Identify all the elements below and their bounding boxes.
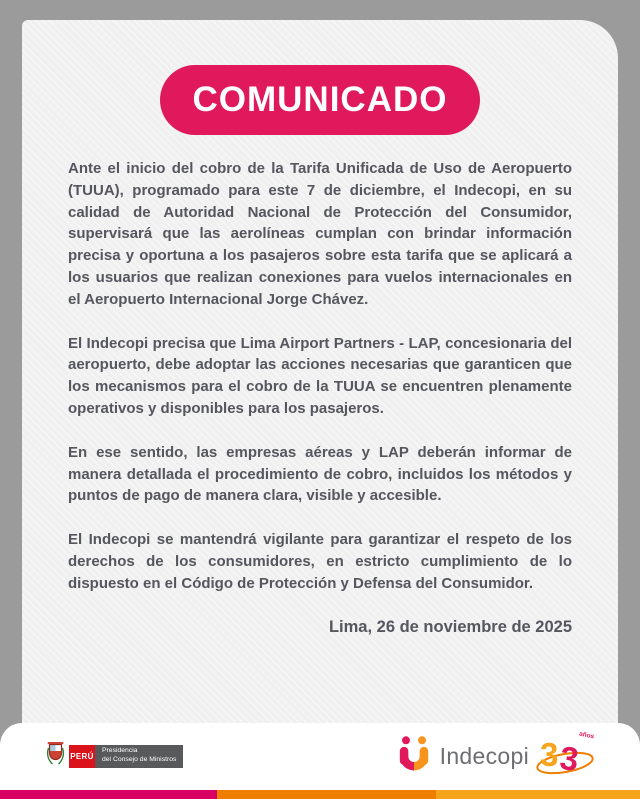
footer-bar	[0, 723, 640, 799]
pcm-label-line2: del Consejo de Ministros	[102, 756, 177, 763]
peru-government-logo	[46, 741, 183, 771]
gov-text-boxes	[69, 745, 183, 768]
comunicado-card	[22, 20, 618, 736]
stripe-magenta-segment	[0, 790, 217, 799]
body-paragraph: El Indecopi se mantendrá vigilante para garantizar el respeto de los derechos de los consumidores, en estricto cumplimiento de lo dispuesto en el Código de Protección y Defensa del Consumidor.	[68, 531, 572, 592]
pcm-label-line1: Presidencia	[102, 747, 138, 755]
comunicado-body	[68, 158, 572, 638]
anniversary-word: años	[578, 730, 595, 741]
banner-title: COMUNICADO	[192, 80, 448, 119]
indecopi-wordmark: Indecopi	[439, 742, 529, 769]
stripe-amber-segment	[436, 790, 640, 799]
peru-coat-of-arms-icon	[46, 741, 65, 771]
brand-tricolor-stripe	[0, 790, 640, 799]
pcm-label	[95, 745, 183, 768]
comunicado-banner	[160, 65, 480, 135]
stripe-orange-segment	[217, 790, 436, 799]
anniversary-digit: 3	[540, 736, 559, 773]
indecopi-people-icon	[397, 735, 431, 777]
indecopi-logo	[397, 730, 595, 778]
body-paragraph: Ante el inicio del cobro de la Tarifa Unificada de Uso de Aeropuerto (TUUA), programado para este 7 de diciembre, el Indecopi, en su calidad de Autoridad Nacional de Protección del Consumidor, supervisará que las aerolíneas cumplan con brindar información precisa y oportuna a los pasajeros sobre esta tarifa que se aplicará a los usuarios que realizan conexiones para vuelos internacionales en el Aeropuerto Internacional Jorge Chávez.	[68, 160, 572, 308]
anniversary-digit: 3	[557, 739, 581, 778]
peru-label: PERÚ	[69, 745, 95, 768]
body-paragraph: El Indecopi precisa que Lima Airport Partners - LAP, concesionaria del aeropuerto, debe adoptar las acciones necesarias que garanticen que los mecanismos para el cobro de la TUUA se encuentren plenamente operativos y disponibles para los pasajeros.	[68, 334, 572, 417]
body-paragraph: En ese sentido, las empresas aéreas y LAP deberán informar de manera detallada el procedimiento de cobro, incluidos los métodos y puntos de pago de manera clara, visible y accesible.	[68, 443, 572, 505]
dateline: Lima, 26 de noviembre de 2025	[328, 617, 572, 636]
anniversary-33-mark	[538, 730, 595, 778]
